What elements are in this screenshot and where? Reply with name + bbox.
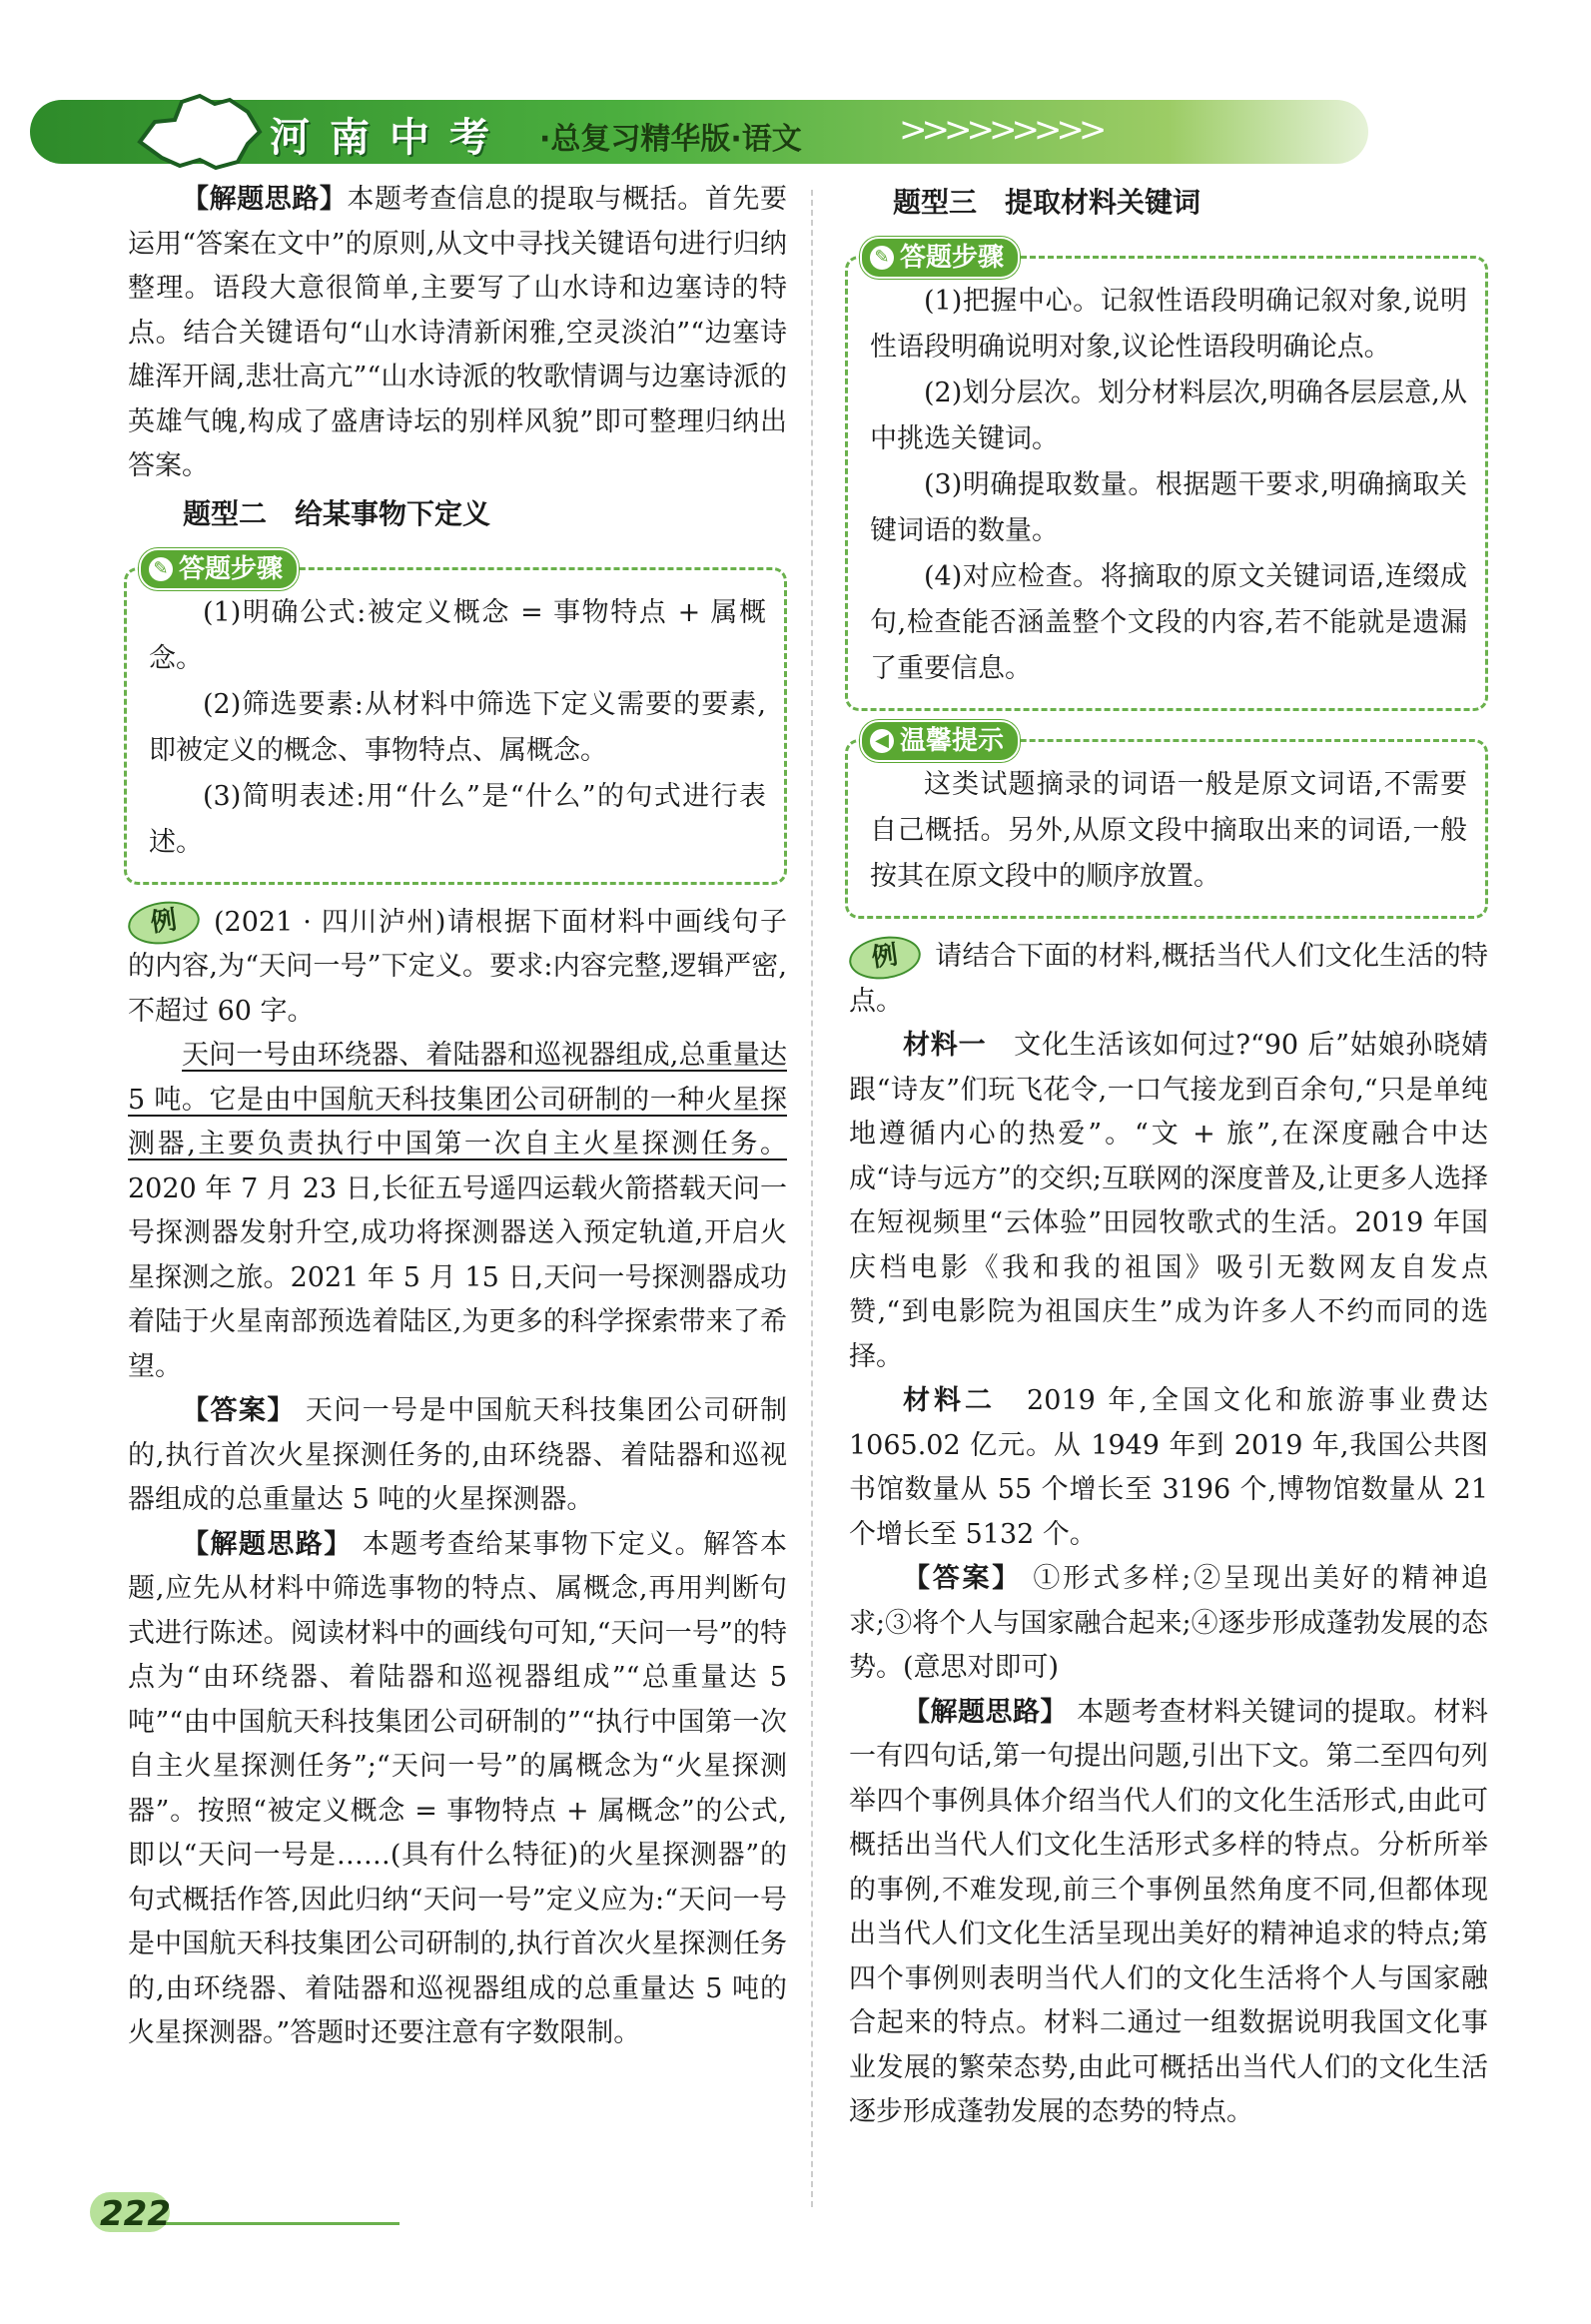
analysis-label: 【解题思路】: [182, 1528, 353, 1560]
tip-box: [845, 726, 1488, 919]
example-prompt: [128, 901, 787, 1035]
type2-steps-box: [124, 553, 787, 885]
answer-block: [849, 1557, 1488, 1691]
answer-block: [128, 1389, 787, 1523]
step-item: (3)明确提取数量。根据题干要求,明确摘取关键词语的数量。: [870, 469, 1467, 546]
answer-text: 天问一号是中国航天科技集团公司研制的,执行首次火星探测任务的,由环绕器、着陆器和巡视器组成的总重量达 5 吨的火星探测器。: [128, 1395, 787, 1515]
analysis-block: [128, 1523, 787, 2056]
henan-map-icon: [120, 82, 270, 182]
answer-text: ①形式多样;②呈现出美好的精神追求;③将个人与国家融合起来;④逐步形成蓬勃发展的态势。(意思对即可): [849, 1563, 1488, 1683]
material-two-label: 材料二: [903, 1385, 997, 1416]
step-item: (3)简明表述:用“什么”是“什么”的句式进行表述。: [149, 780, 766, 858]
bulb-icon: ✎: [149, 557, 173, 581]
bulb-icon: ✎: [870, 246, 894, 270]
left-analysis-1: [128, 178, 787, 489]
analysis-block: [849, 1691, 1488, 2135]
step-item: (2)划分层次。划分材料层次,明确各层层意,从中挑选关键词。: [870, 378, 1467, 454]
analysis-label: 【解题思路】: [182, 184, 348, 215]
material-one-label: 材料一: [903, 1030, 987, 1061]
step-item: (1)明确公式:被定义概念 = 事物特点 + 属概念。: [149, 596, 766, 674]
tip-tag-label: 温馨提示: [900, 726, 1005, 756]
analysis-text: 本题考查材料关键词的提取。材料一有四句话,第一句提出问题,引出下文。第二至四句列举四个事例具体介绍当代人们的文化生活形式,由此可概括出当代人们文化生活形式多样的特点。分析所举的事例,不难发现,前三个事例虽然角度不同,但都体现出当代人们文化生活呈现出美好的精神追求的特点;第四个事例则表明当代人们的文化生活将个人与国家融合起来的特点。材料二通过一组数据说明我国文化事业发展的繁荣态势,由此可概括出当代人们的文化生活逐步形成蓬勃发展的态势的特点。: [849, 1696, 1488, 2127]
tip-tag: [860, 720, 1020, 762]
steps-tag: [860, 237, 1020, 279]
example-prompt: [849, 935, 1488, 1024]
type2-heading: 题型二 给某事物下定义: [183, 496, 491, 530]
page-number-text: 222: [100, 2194, 171, 2234]
material-two: [849, 1379, 1488, 1557]
material-two-text: 2019 年,全国文化和旅游事业费达 1065.02 亿元。从 1949 年到 2019 年,我国公共图书馆数量从 55 个增长至 3196 个,博物馆数量从 21 个增长至 5132 个。: [849, 1385, 1489, 1550]
tip-text: 这类试题摘录的词语一般是原文词语,不需要自己概括。另外,从原文段中摘取出来的词语,一般按其在原文段中的顺序放置。: [870, 769, 1467, 892]
page-number: [90, 2192, 210, 2236]
example-text: (2021 · 四川泸州)请根据下面材料中画线句子的内容,为“天问一号”下定义。要求:内容完整,逻辑严密,不超过 60 字。: [128, 906, 787, 1027]
header-title: 河南中考: [270, 115, 509, 161]
left-column: [128, 178, 787, 2056]
analysis-text: 本题考查给某事物下定义。解答本题,应先从材料中筛选事物的特点、属概念,再用判断句式进行陈述。阅读材料中的画线句可知,“天问一号”的特点为“由环绕器、着陆器和巡视器组成”“总重量达 5 吨”“由中国航天科技集团公司研制的”“执行中国第一次自主火星探测任务”;“天问一号”的属概念为“火星探测器”。按照“被定义概念 = 事物特点 + 属概念”的公式,即以“天问一号是……(具有什么特征)的火星探测器”的句式概括作答,因此归纳“天问一号”定义应为:“天问一号是中国航天科技集团公司研制的,执行首次火星探测任务的,由环绕器、着陆器和巡视器组成的总重量达 5 吨的火星探测器。”答题时还要注意有字数限制。: [128, 1528, 787, 2048]
example-text: 请结合下面的材料,概括当代人们文化生活的特点。: [849, 941, 1488, 1017]
analysis-label: 【解题思路】: [903, 1696, 1068, 1728]
steps-tag: [139, 548, 299, 590]
type3-heading: 题型三 提取材料关键词: [893, 186, 1201, 219]
page-number-rule: [160, 2222, 399, 2225]
analysis-text: 本题考查信息的提取与概括。首先要运用“答案在文中”的原则,从文中寻找关键语句进行归纳整理。语段大意很简单,主要写了山水诗和边塞诗的特点。结合关键语句“山水诗清新闲雅,空灵淡泊”“边塞诗雄浑开阔,悲壮高亢”“山水诗派的牧歌情调与边塞诗派的英雄气魄,构成了盛唐诗坛的别样风貌”即可整理归纳出答案。: [128, 184, 788, 481]
step-item: (2)筛选要素:从材料中筛选下定义需要的要素,即被定义的概念、事物特点、属概念。: [149, 688, 766, 766]
answer-label: 【答案】: [182, 1395, 296, 1426]
header-subtitle: ·总复习精华版·语文: [539, 122, 802, 157]
answer-label: 【答案】: [903, 1563, 1023, 1594]
step-item: (1)把握中心。记叙性语段明确记叙对象,说明性语段明确说明对象,议论性语段明确论点。: [870, 286, 1467, 363]
material-one-text: 文化生活该如何过?“90 后”姑娘孙晓婧跟“诗友”们玩飞花令,一口气接龙到百余句,“只是单纯地遵循内心的热爱”。“文 + 旅”,在深度融合中达成“诗与远方”的交织;互联网的深度普及,让更多人选择在短视频里“云体验”田园牧歌式的生活。2019 年国庆档电影《我和我的祖国》吸引无数网友自发点赞,“到电影院为祖国庆生”成为许多人不约而同的选择。: [849, 1030, 1489, 1372]
steps-tag-label: 答题步骤: [900, 243, 1005, 273]
steps-tag-label: 答题步骤: [179, 553, 284, 584]
material-one: [849, 1024, 1488, 1379]
step-item: (4)对应检查。将摘取的原文关键词语,连缀成句,检查能否涵盖整个文段的内容,若不能就是遗漏了重要信息。: [870, 561, 1467, 684]
example-badge: 例: [846, 932, 923, 984]
right-column: [849, 178, 1488, 2135]
megaphone-icon: ◀: [870, 729, 894, 753]
material-rest: 2020 年 7 月 23 日,长征五号遥四运载火箭搭载天问一号探测器发射升空,成功将探测器送入预定轨道,开启火星探测之旅。2021 年 5 月 15 日,天问一号探测器成功着陆于火星南部预选着陆区,为更多的科学探索带来了希望。: [128, 1172, 787, 1382]
header-arrows: >>>>>>>>>: [899, 110, 1102, 150]
type3-steps-box: [845, 243, 1488, 711]
page-header: [20, 100, 1368, 170]
column-divider: [811, 190, 813, 2207]
example-badge: 例: [125, 897, 202, 949]
material-passage: [128, 1034, 787, 1389]
underlined-sentences: 天问一号由环绕器、着陆器和巡视器组成,总重量达 5 吨。它是由中国航天科技集团公司研制的一种火星探测器,主要负责执行中国第一次自主火星探测任务。: [128, 1040, 787, 1160]
